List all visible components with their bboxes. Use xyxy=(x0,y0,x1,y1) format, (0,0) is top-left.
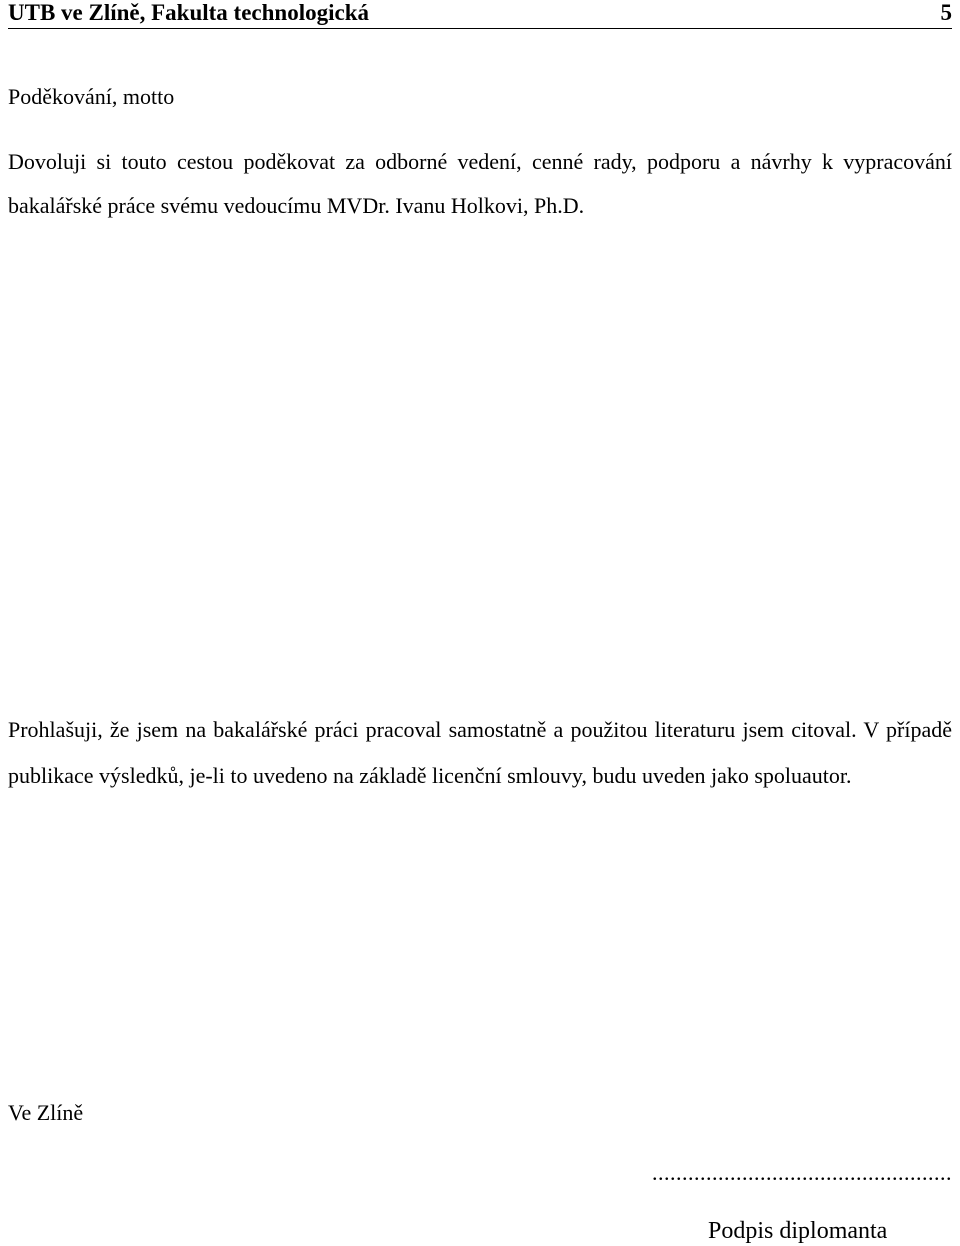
signature-line: .................................................. xyxy=(652,1160,952,1185)
signature-label: Podpis diplomanta xyxy=(708,1218,888,1244)
signature-place: Ve Zlíně xyxy=(8,1100,84,1125)
page-number: 5 xyxy=(940,0,952,25)
acknowledgement-text: Dovoluji si touto cestou poděkovat za odborné vedení, cenné rady, podporu a návrhy k vypracování bakalářské práce svému vedoucímu MVDr. Ivanu Holkovi, Ph.D. xyxy=(8,149,952,218)
header-title: UTB ve Zlíně, Fakulta technologická xyxy=(8,0,369,25)
declaration-text: Prohlašuji, že jsem na bakalářské práci pracoval samostatně a použitou literaturu jsem citoval. V případě publikace výsledků, je-li to uvedeno na základě licenční smlouvy, budu uveden jako spoluautor. xyxy=(8,717,952,788)
acknowledgement-heading: Poděkování, motto xyxy=(8,84,175,109)
page-header xyxy=(8,0,952,29)
